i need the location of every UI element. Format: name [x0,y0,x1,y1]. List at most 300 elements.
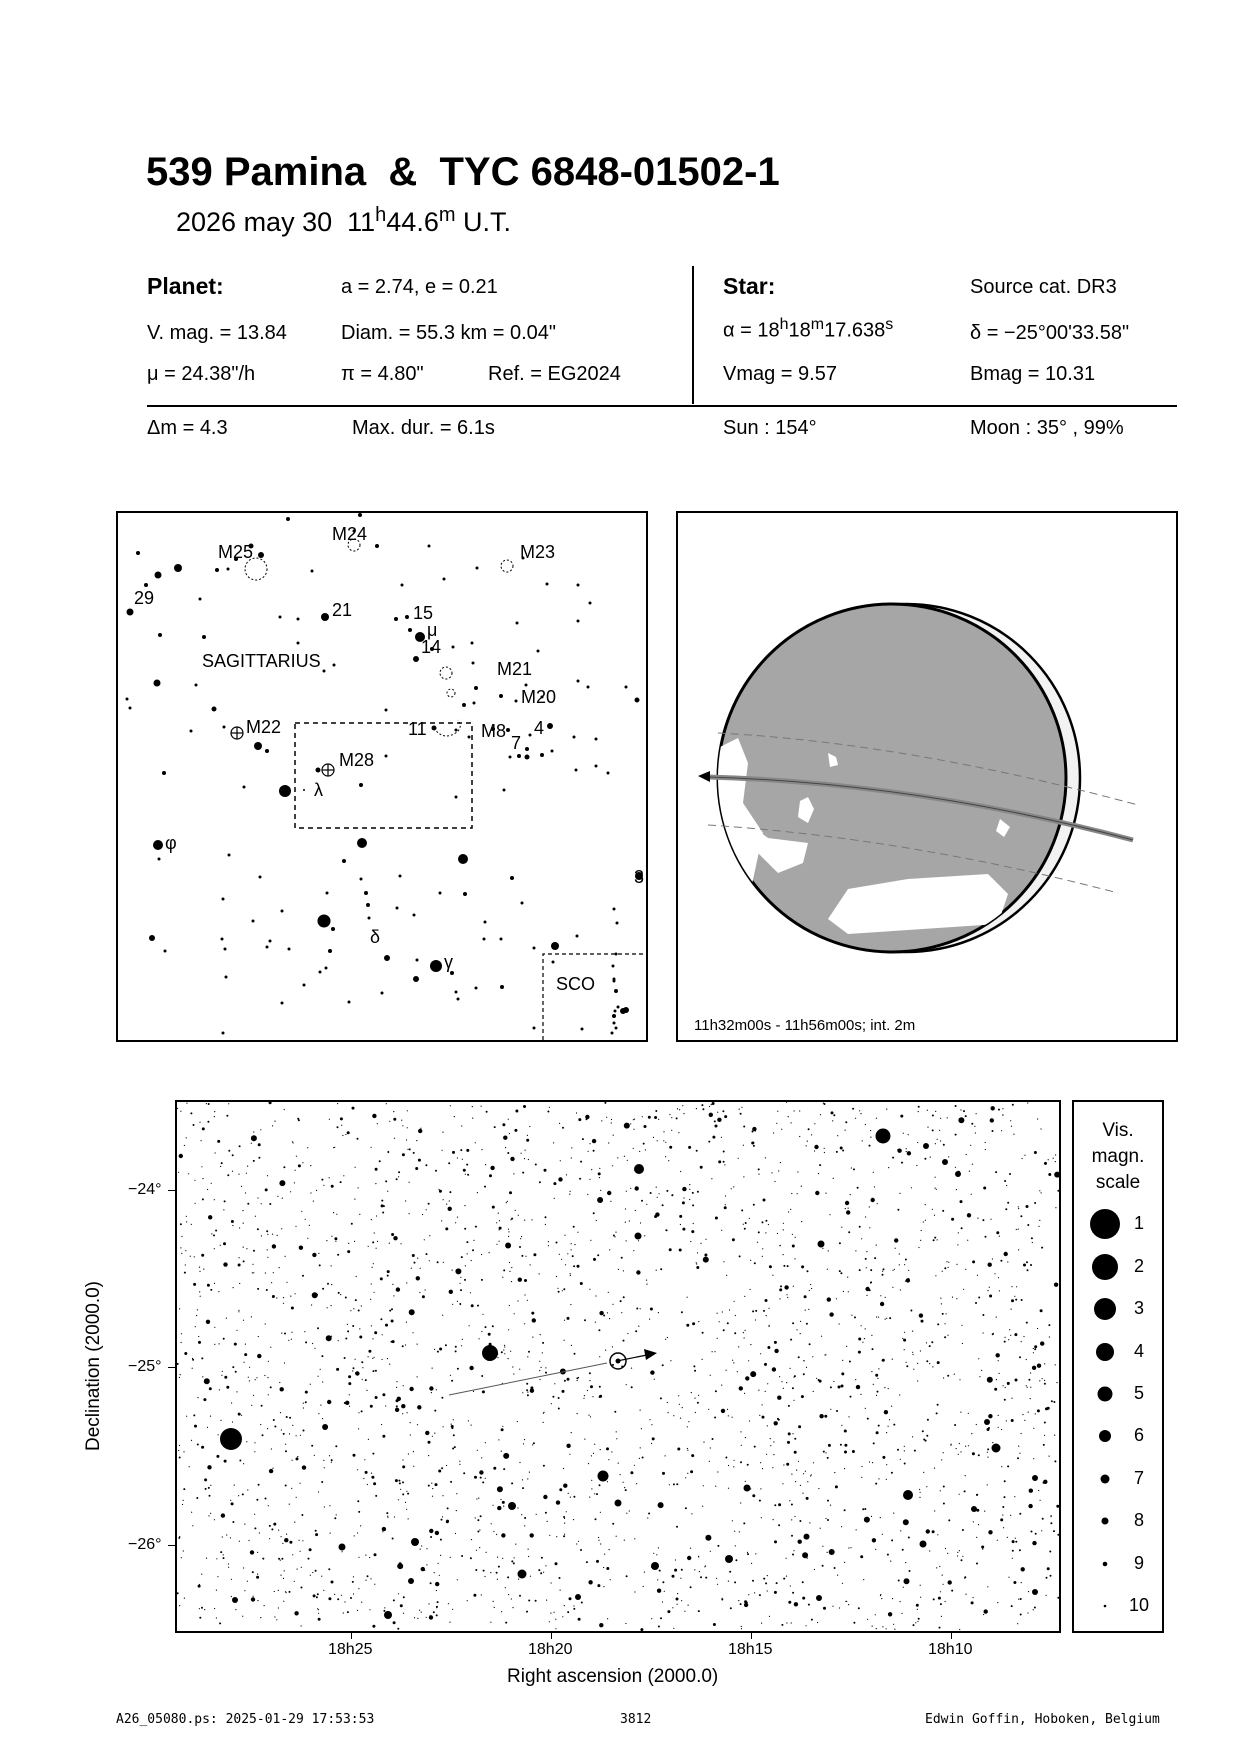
field-star [682,1228,685,1231]
field-star [1022,1158,1023,1159]
field-star [354,1199,355,1200]
field-star [626,1240,627,1241]
field-star [791,1535,793,1537]
field-star [221,1162,223,1164]
field-star [800,1485,801,1486]
field-star [882,1271,883,1272]
field-star [912,1331,913,1332]
field-star [417,1405,421,1409]
field-star [889,1419,890,1420]
field-star [862,1508,864,1510]
field-star [677,1593,678,1594]
event-date: 2026 may 30 [176,207,333,237]
field-star [268,1505,269,1506]
field-star [484,1576,485,1577]
field-star [878,1368,879,1369]
field-star [752,1142,754,1144]
field-star [972,1452,975,1455]
field-star [937,1323,939,1325]
field-star [257,1574,258,1575]
field-star [541,1367,542,1368]
field-star [669,1114,670,1115]
field-star [455,1268,461,1274]
field-star [996,1231,999,1234]
field-star [432,1436,433,1437]
field-star [248,1377,249,1378]
field-star [409,1148,411,1150]
field-star [799,1110,800,1111]
field-star [992,1130,994,1132]
ra-s-unit: s [885,316,894,333]
field-star [783,1464,784,1465]
field-star [827,1500,829,1502]
field-star [677,1604,678,1605]
field-star [634,1538,635,1539]
field-star [333,1147,334,1148]
field-star [254,1451,255,1452]
field-star [247,1581,248,1582]
field-star [251,1405,252,1406]
field-star [547,1111,549,1113]
field-star [560,1160,561,1161]
star-field-svg [177,1102,1059,1631]
planet-heading: Planet: [147,273,224,299]
field-star [371,1283,372,1284]
field-star [394,1138,395,1139]
field-star [431,1392,432,1393]
field-star [507,1201,508,1202]
field-star [807,1270,809,1272]
field-star [810,1475,811,1476]
field-star [278,1558,280,1560]
field-star [1053,1401,1055,1403]
field-star [644,1125,647,1128]
field-star [926,1342,927,1343]
field-star [1019,1356,1021,1358]
field-star [387,1358,388,1359]
field-star [651,1424,652,1425]
field-star [408,1518,409,1519]
field-star [714,1120,716,1122]
field-star [729,1309,730,1310]
field-star [668,1412,669,1413]
field-star [864,1338,865,1339]
field-star [745,1437,746,1438]
field-star [881,1598,882,1599]
field-star [702,1359,703,1360]
field-star [441,1220,442,1221]
field-star [220,1245,221,1246]
label-delta: δ [370,927,381,947]
field-star [543,1465,545,1467]
field-star [558,1177,562,1181]
field-star [437,1351,439,1353]
field-star [434,1433,435,1434]
field-star [936,1412,938,1414]
field-star [739,1531,740,1532]
field-star [809,1343,811,1345]
field-star [329,1177,330,1178]
field-star [223,1554,224,1555]
field-star [724,1115,727,1118]
field-star [1031,1531,1033,1533]
field-star [336,1368,339,1371]
field-star [481,1594,482,1595]
field-star [1054,1283,1058,1287]
field-star [208,1103,210,1105]
field-star [984,1511,985,1512]
field-star [216,1558,217,1559]
field-star [553,1182,556,1185]
field-star [743,1145,744,1146]
field-star [866,1251,867,1252]
field-star [344,1357,346,1359]
field-star [689,1184,690,1185]
field-star [792,1322,794,1324]
field-star [386,1512,388,1514]
field-star [882,1534,883,1535]
field-star [1020,1598,1022,1600]
field-star [564,1534,565,1535]
ra-m-unit: m [810,316,825,333]
field-star [877,1378,878,1379]
field-star [334,1594,335,1595]
field-star [407,1412,408,1413]
field-star [806,1497,809,1500]
field-star [401,1120,402,1121]
field-star [438,1563,439,1564]
field-star [964,1578,965,1579]
field-star [888,1167,889,1168]
field-star [977,1275,978,1276]
field-star [1038,1490,1039,1491]
field-star [938,1597,941,1600]
field-star [678,1132,679,1133]
field-star [310,1384,311,1385]
field-star [366,1390,367,1391]
field-star [873,1384,874,1385]
field-star [871,1371,872,1372]
field-star [769,1616,770,1617]
field-star [572,1255,574,1257]
field-star [441,1190,442,1191]
field-star [744,1603,748,1607]
field-star [916,1165,917,1166]
star-bmag: Bmag = 10.31 [970,363,1096,385]
field-star [540,1379,541,1380]
field-star [677,1108,678,1109]
field-star [201,1357,203,1359]
field-star [788,1211,789,1212]
field-star [234,1485,235,1486]
field-star [667,1402,668,1403]
field-star [744,1337,745,1338]
field-star [442,1150,443,1151]
field-star [181,1253,182,1254]
field-star [1044,1422,1046,1424]
field-star [765,1220,767,1222]
field-star [698,1395,699,1396]
field-star [612,1165,613,1166]
field-star [476,1550,477,1551]
field-star [786,1576,787,1577]
field-star [372,1625,375,1628]
field-star [876,1118,877,1119]
field-star [393,1621,396,1624]
field-star [747,1553,749,1555]
field-star [290,1296,291,1297]
field-star [334,1147,335,1148]
field-star [409,1309,415,1315]
field-star [1024,1155,1025,1156]
field-star [223,1557,225,1559]
field-star [776,1582,778,1584]
field-star [1021,1433,1022,1434]
field-star [806,1145,807,1146]
asteroid-motion-arrow [644,1349,657,1360]
field-star [687,1297,688,1298]
field-star [406,1282,407,1283]
field-star [233,1287,234,1288]
field-star [627,1160,628,1161]
field-star [464,1228,466,1230]
field-star [563,1484,567,1488]
field-star [610,1579,611,1580]
field-star [210,1416,211,1417]
field-star [214,1283,215,1284]
field-star [591,1488,592,1489]
field-star [912,1354,913,1355]
field-star [998,1427,999,1428]
field-star [921,1320,924,1323]
field-star [445,1227,448,1230]
field-star [799,1520,801,1522]
field-star [217,1576,218,1577]
field-star [996,1353,1000,1357]
field-star [455,1350,457,1352]
field-star [859,1269,861,1271]
field-star [385,1324,388,1327]
field-star [524,1517,526,1519]
field-star [1001,1130,1002,1131]
field-star [692,1204,694,1206]
dec-tick-mark [168,1545,176,1546]
field-star [261,1203,262,1204]
field-star [456,1493,457,1494]
field-star [1028,1591,1029,1592]
field-star [908,1270,909,1271]
field-star [489,1174,492,1177]
field-star [400,1604,403,1607]
field-star [545,1565,546,1566]
field-star [832,1606,833,1607]
star-ra [723,316,893,343]
field-star [262,1558,264,1560]
field-star [960,1451,961,1452]
field-star [374,1232,375,1233]
field-star [241,1186,242,1187]
field-star [238,1495,239,1496]
field-star [828,1250,829,1251]
field-star [223,1262,227,1266]
field-star [615,1232,616,1233]
field-star [657,1589,661,1593]
field-star [630,1123,631,1124]
field-star [498,1439,499,1440]
field-star [218,1434,219,1435]
field-star [827,1297,831,1301]
field-star [1026,1322,1028,1324]
field-star [224,1460,227,1463]
field-star [249,1367,250,1368]
field-star [852,1450,855,1453]
field-star [406,1322,407,1323]
field-star [934,1237,936,1239]
field-star [944,1267,946,1269]
field-star [363,1478,364,1479]
field-star [822,1565,824,1567]
field-star [436,1614,438,1616]
field-star [207,1189,208,1190]
field-star [528,1556,529,1557]
field-star [794,1451,797,1454]
field-star [723,1161,725,1163]
field-star [593,1212,595,1214]
field-star [1023,1264,1026,1267]
field-star [937,1361,940,1364]
field-star [252,1264,253,1265]
field-star [527,1356,528,1357]
field-star [779,1298,780,1299]
field-star [445,1344,447,1346]
field-star [1011,1419,1014,1422]
field-star [681,1600,682,1601]
field-star [774,1349,778,1353]
field-star [347,1131,350,1134]
field-star [210,1485,211,1486]
field-star [743,1224,744,1225]
field-star [824,1415,827,1418]
field-star [469,1366,473,1370]
field-star [492,1325,494,1327]
field-star [511,1281,512,1282]
field-star [721,1599,723,1601]
field-star [966,1154,967,1155]
field-star [381,1200,383,1202]
field-star [1057,1190,1059,1192]
field-star [434,1410,436,1412]
field-star [267,1377,268,1378]
field-star [518,1579,519,1580]
field-star [621,1257,623,1259]
field-star [194,1256,195,1257]
field-star [371,1219,372,1220]
field-star [192,1359,194,1361]
field-star [374,1357,375,1358]
field-star [985,1149,986,1150]
field-star [839,1607,840,1608]
field-star [221,1513,225,1517]
field-star [768,1224,769,1225]
field-star [1035,1533,1037,1535]
field-star [539,1361,540,1362]
field-star [1039,1220,1040,1221]
field-star [774,1421,778,1425]
field-star [1057,1597,1059,1599]
field-star [1010,1515,1011,1516]
field-star [359,1328,360,1329]
field-star [188,1173,189,1174]
field-star [322,1288,324,1290]
field-star [819,1380,822,1383]
field-star [907,1151,911,1155]
scale-label-9: 9 [1134,1553,1145,1573]
field-star [466,1149,469,1152]
field-star [350,1597,352,1599]
field-star [792,1433,793,1434]
field-star [1004,1252,1008,1256]
field-star [932,1129,934,1131]
ra-tick-mark [551,1632,552,1639]
field-star [559,1123,560,1124]
field-star [574,1353,576,1355]
field-star [417,1258,418,1259]
finder-labels [134,524,644,994]
field-star [733,1466,734,1467]
field-star [183,1500,184,1501]
field-star [1046,1595,1047,1596]
field-star [344,1601,345,1602]
field-star [882,1456,885,1459]
field-star [1040,1128,1041,1129]
field-star [393,1118,396,1121]
field-star [331,1459,333,1461]
field-star [791,1519,792,1520]
field-star [670,1360,671,1361]
field-star [1017,1457,1019,1459]
field-star [432,1496,433,1497]
field-star [935,1275,936,1276]
field-star [617,1157,618,1158]
field-star [253,1131,254,1132]
field-star [626,1384,627,1385]
field-star [257,1552,258,1553]
field-star [374,1553,377,1556]
field-star [1033,1609,1034,1610]
field-star [265,1188,268,1191]
field-star [623,1270,624,1271]
field-star [179,1308,180,1309]
field-star [277,1235,278,1236]
field-star [903,1133,904,1134]
field-star [265,1498,267,1500]
field-star [312,1292,318,1298]
field-star [471,1425,472,1426]
field-star [1002,1514,1003,1515]
field-star [1020,1614,1022,1616]
field-star [827,1552,828,1553]
field-star [656,1270,657,1271]
field-star [602,1625,603,1626]
field-star [459,1303,461,1305]
field-star [800,1321,801,1322]
field-star [662,1204,664,1206]
field-star [331,1265,332,1266]
field-star [833,1178,834,1179]
star-ra-minutes: 18 [788,319,811,342]
field-star [1030,1372,1031,1373]
field-star [844,1468,845,1469]
